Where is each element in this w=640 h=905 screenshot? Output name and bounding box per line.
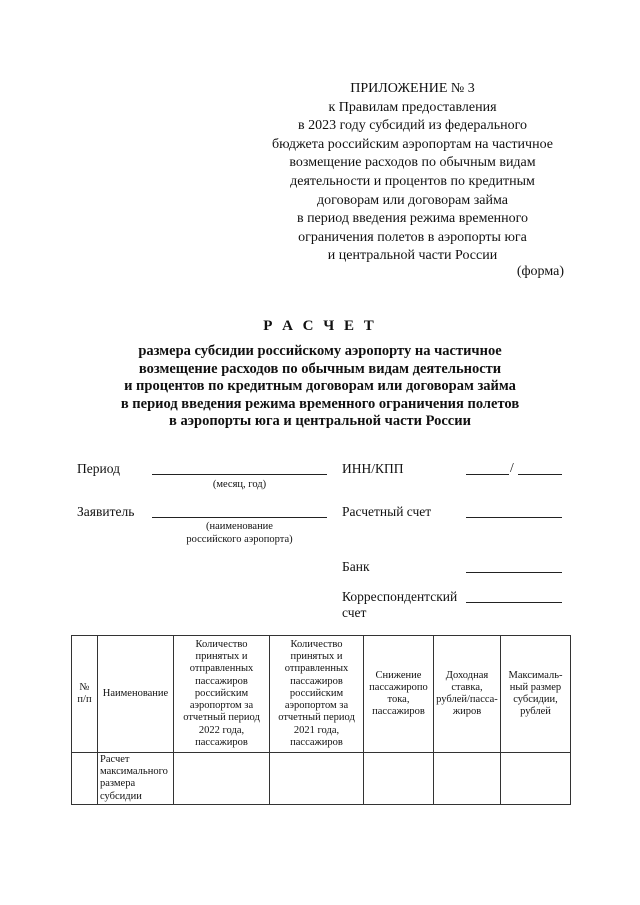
row-name-text: максимального [100,766,168,778]
header-text: отправленных [189,663,254,675]
applicant-hint [152,520,327,546]
period-hint [152,478,327,491]
inn-input-line[interactable] [466,474,509,475]
header-text: принятых и [290,651,343,663]
header-text: субсидии, [513,694,558,705]
header-text: Доходная [445,669,489,681]
heading-line: возмещение расходов по обычным видам деятельности [138,360,502,377]
cell-row-name [98,753,174,805]
header-text: аэропортом за [189,700,254,712]
applicant-input-line[interactable] [152,517,327,518]
header-text: пассажиров [372,706,425,718]
col-header-passengers-2021 [270,636,364,753]
appendix-line: деятельности и процентов по кредитным [290,173,535,189]
col-header-number [72,636,98,753]
appendix-line: к Правилам предоставления [328,99,497,115]
period-input-line[interactable] [152,474,327,475]
header-text: тока, [387,694,410,705]
header-text: ный размер [509,681,562,693]
appendix-line: ограничения полетов в аэропорты юга [298,229,527,245]
corr-account-label [342,589,457,621]
appendix-line: и центральной части России [327,248,498,264]
inn-kpp-separator: / [510,460,514,475]
header-text: российским [194,687,249,699]
header-text: рублей [520,706,551,718]
document-heading [60,343,580,431]
col-header-revenue-rate [434,636,501,753]
header-text: 2022 года, [198,724,245,736]
appendix-line: в 2023 году субсидий из федерального [297,118,528,134]
appendix-line: в период введения режима временного [296,211,529,227]
heading-line: в аэропорты юга и центральной части России [169,413,471,429]
row-name-text: размера [100,778,136,790]
appendix-line: возмещение расходов по обычным видам [289,155,536,171]
header-text: Наименование [102,687,169,699]
calculation-table [71,635,571,805]
appendix-block [250,80,575,266]
header-text: пассажиропо [369,681,428,693]
header-text: 2021 года, [293,724,340,736]
header-text: пассажиров [195,675,248,687]
header-text: рублей/пасса- [436,694,498,705]
period-hint-text: (месяц, год) [212,479,267,490]
kpp-input-line[interactable] [518,474,562,475]
corr-account-input-line[interactable] [466,602,562,603]
form-label: (форма) [516,264,564,279]
header-text: отчетный период [278,712,355,724]
header-text: пассажиров [195,736,248,748]
col-header-passengers-2022 [174,636,270,753]
table-header-row [72,636,571,753]
header-text: аэропортом за [284,700,349,712]
heading-line: размера субсидии российскому аэропорту на частичное [138,343,502,359]
account-label: Расчетный счет [342,504,432,519]
header-text: Количество [195,639,248,651]
corr-account-label-line: счет [342,605,367,620]
bank-label: Банк [342,559,370,574]
appendix-title: ПРИЛОЖЕНИЕ № 3 [350,81,475,96]
applicant-hint-line: (наименование [206,521,273,532]
header-text: Снижение [375,669,422,681]
cell-max-subsidy[interactable] [501,753,571,805]
applicant-hint-line: российского аэропорта) [186,534,293,545]
header-text: принятых и [195,651,248,663]
applicant-label: Заявитель [77,504,135,519]
header-text: отчетный период [183,712,260,724]
bank-input-line[interactable] [466,572,562,573]
header-text: отправленных [284,663,349,675]
row-name-text: Расчет [100,754,130,765]
header-text: ставка, [451,681,483,693]
document-title: Р А С Ч Е Т [263,318,377,334]
col-header-max-subsidy [501,636,571,753]
appendix-line: договорам или договорам займа [317,192,508,208]
header-text: пассажиров [290,675,343,687]
corr-account-label-line: Корреспондентский [342,589,458,604]
header-text: Максималь- [508,669,563,681]
cell-passengers-2021[interactable] [270,753,364,805]
cell-revenue-rate[interactable] [434,753,501,805]
account-input-line[interactable] [466,517,562,518]
header-text: жиров [452,706,482,718]
cell-passenger-decline[interactable] [364,753,434,805]
header-text: российским [289,687,344,699]
header-text: № [79,681,90,693]
col-header-name [98,636,174,753]
cell-passengers-2022[interactable] [174,753,270,805]
heading-line: и процентов по кредитным договорам или договорам займа [124,378,516,394]
inn-kpp-label: ИНН/КПП [342,461,404,476]
header-text: п/п [77,694,92,705]
header-text: Количество [290,639,343,651]
col-header-passenger-decline [364,636,434,753]
period-label: Период [77,461,120,476]
table-row [72,753,571,805]
appendix-line: бюджета российским аэропортам на частичное [272,136,553,152]
heading-line: в период введения режима временного ограничения полетов [120,395,520,412]
cell-number[interactable] [72,753,98,805]
header-text: пассажиров [290,736,343,748]
row-name-text: субсидии [100,790,142,802]
